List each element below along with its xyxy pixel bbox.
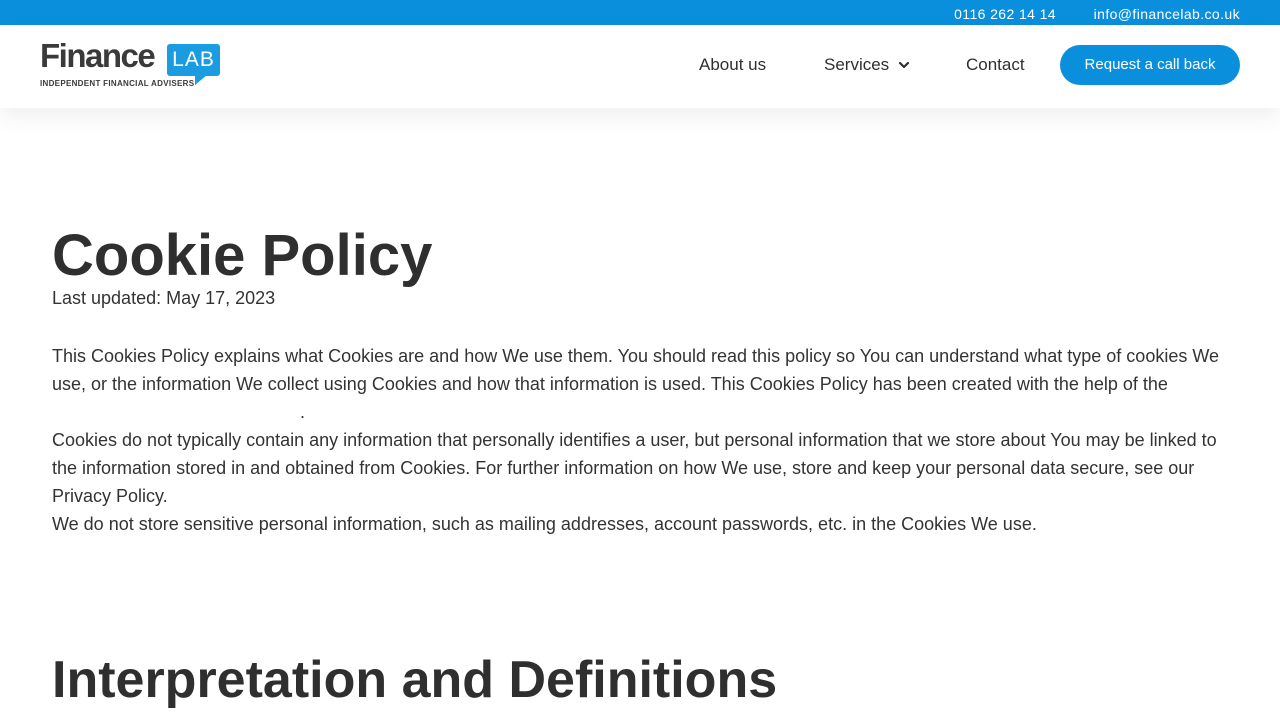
nav-about-us[interactable]: About us (699, 55, 767, 74)
sensitive-info-paragraph: We do not store sensitive personal information, such as mailing addresses, account passwords, etc. in the Cookies We use. (52, 514, 1037, 534)
logo-lab-badge: LAB (167, 44, 220, 76)
last-updated-text: Last updated: May 17, 2023 (52, 288, 276, 308)
logo-speech-tail (195, 75, 207, 85)
logo-tagline: INDEPENDENT FINANCIAL ADVISERS (40, 79, 195, 88)
phone-number-link[interactable]: 0116 262 14 14 (954, 6, 1056, 22)
intro-text: This Cookies Policy explains what Cookies are and how We use them. You should read this policy so You can understand what type of cookies We use, or the information We collect using Cookies and how that information is used. This Cookies Policy has been created with the help of the (52, 346, 1220, 394)
intro-paragraph (52, 342, 1232, 426)
page-title: Cookie Policy (52, 223, 433, 288)
site-header (0, 25, 1280, 108)
request-call-back-button[interactable]: Request a call back (1060, 45, 1240, 85)
logo-wordmark: Finance (40, 37, 155, 74)
top-contact-bar (0, 0, 1280, 25)
personal-info-paragraph: Cookies do not typically contain any information that personally identifies a user, but personal information that we store about You may be linked to the information stored in and obtained from Cookies. For further information on how We use, store and keep your personal data secure, see our Privacy Policy. (52, 430, 1217, 506)
nav-services[interactable]: Services (824, 55, 890, 74)
section-heading: Interpretation and Definitions (52, 651, 778, 709)
chevron-down-icon[interactable] (898, 59, 910, 71)
financelab-logo[interactable] (40, 37, 222, 89)
intro-period: . (300, 402, 306, 422)
nav-contact[interactable]: Contact (966, 55, 1025, 74)
email-link[interactable]: info@financelab.co.uk (1093, 6, 1240, 22)
